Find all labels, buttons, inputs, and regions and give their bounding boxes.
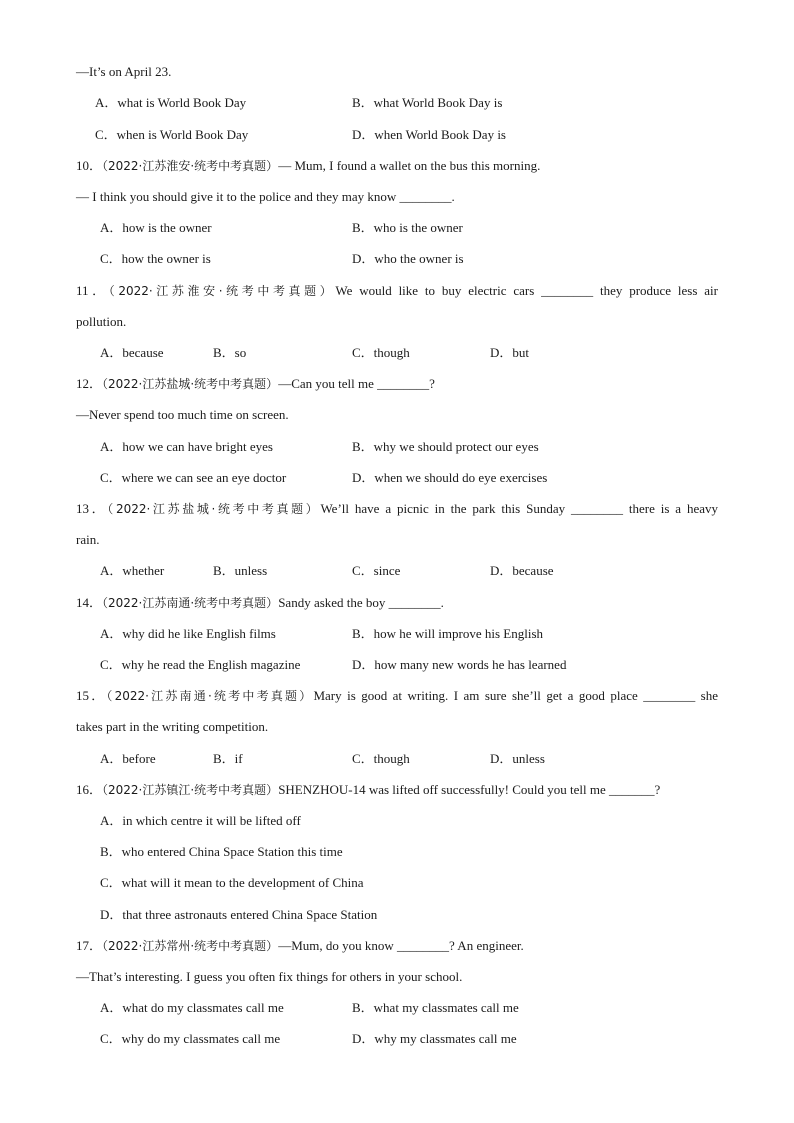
- question-13-continuation: rain.: [76, 532, 100, 547]
- option-c: C．where we can see an eye doctor: [100, 470, 287, 485]
- option-a: A．before: [100, 751, 156, 766]
- question-source: （2022·江苏常州·统考中考真题）: [102, 939, 279, 953]
- option-d: D．when World Book Day is: [352, 127, 506, 142]
- option-a: A．because: [100, 345, 164, 360]
- option-b: B．why we should protect our eyes: [352, 439, 539, 454]
- answer-line: —It’s on April 23.: [76, 64, 172, 79]
- option-b: B．unless: [213, 563, 268, 578]
- option-c: C．though: [352, 345, 410, 360]
- option-d: D．that three astronauts entered China Space Station: [100, 907, 378, 922]
- question-13-stem: 13．（2022·江苏盐城·统考中考真题）We’ll have a picnic in the park this Sunday ________ there is a heavy: [76, 501, 719, 516]
- option-d: D．unless: [490, 751, 545, 766]
- option-c: C．since: [352, 563, 401, 578]
- option-a: A．what is World Book Day: [95, 95, 247, 110]
- option-a: A．how is the owner: [100, 220, 212, 235]
- option-b: B．who entered China Space Station this time: [100, 844, 343, 859]
- question-15-continuation: takes part in the writing competition.: [76, 719, 269, 734]
- option-a: A．whether: [100, 563, 165, 578]
- option-b: B．if: [213, 751, 243, 766]
- question-source: （2022·江苏南通·统考中考真题）: [102, 596, 279, 610]
- question-source: （2022·江苏盐城·统考中考真题）: [102, 377, 279, 391]
- question-11-continuation: pollution.: [76, 314, 127, 329]
- question-source: （2022·江苏盐城·统考中考真题）: [107, 502, 321, 516]
- option-c: C．why do my classmates call me: [100, 1031, 281, 1046]
- option-a: A．what do my classmates call me: [100, 1000, 284, 1015]
- option-c: C．though: [352, 751, 410, 766]
- option-b: B．so: [213, 345, 247, 360]
- option-b: B．what my classmates call me: [352, 1000, 519, 1015]
- question-12-reply: —Never spend too much time on screen.: [76, 407, 289, 422]
- question-source: （2022·江苏镇江·统考中考真题）: [102, 783, 279, 797]
- question-source: （2022·江苏淮安·统考中考真题）: [108, 284, 336, 298]
- option-c: C．why he read the English magazine: [100, 657, 301, 672]
- question-17-reply: —That’s interesting. I guess you often fix things for others in your school.: [76, 969, 463, 984]
- option-b: B．who is the owner: [352, 220, 463, 235]
- option-b: B．what World Book Day is: [352, 95, 503, 110]
- option-a: A．how we can have bright eyes: [100, 439, 273, 454]
- option-d: D．but: [490, 345, 530, 360]
- option-d: D．how many new words he has learned: [352, 657, 567, 672]
- option-d: D．why my classmates call me: [352, 1031, 517, 1046]
- question-12-stem: 12．（2022·江苏盐城·统考中考真题）—Can you tell me ________?: [76, 376, 435, 391]
- option-d: D．who the owner is: [352, 251, 464, 266]
- option-a: A．in which centre it will be lifted off: [100, 813, 301, 828]
- question-15-stem: 15．（2022·江苏南通·统考中考真题）Mary is good at writing. I am sure she’ll get a good place ________ she: [76, 688, 719, 703]
- question-16-stem: 16．（2022·江苏镇江·统考中考真题）SHENZHOU-14 was lifted off successfully! Could you tell me _______?: [76, 782, 661, 797]
- option-b: B．how he will improve his English: [352, 626, 544, 641]
- option-d: D．when we should do eye exercises: [352, 470, 548, 485]
- option-d: D．because: [490, 563, 554, 578]
- option-a: A．why did he like English films: [100, 626, 276, 641]
- question-10-stem: 10．（2022·江苏淮安·统考中考真题）— Mum, I found a wallet on the bus this morning.: [76, 158, 541, 173]
- question-11-stem: 11．（2022·江苏淮安·统考中考真题）We would like to buy electric cars ________ they produce less air: [76, 283, 718, 298]
- option-c: C．how the owner is: [100, 251, 211, 266]
- question-source: （2022·江苏南通·统考中考真题）: [106, 689, 314, 703]
- question-10-reply: — I think you should give it to the police and they may know ________.: [76, 189, 455, 204]
- option-c: C．what will it mean to the development of China: [100, 875, 364, 890]
- question-source: （2022·江苏淮安·统考中考真题）: [102, 159, 279, 173]
- question-17-stem: 17．（2022·江苏常州·统考中考真题）—Mum, do you know ________? An engineer.: [76, 938, 524, 953]
- question-14-stem: 14．（2022·江苏南通·统考中考真题）Sandy asked the boy ________.: [76, 595, 444, 610]
- option-c: C．when is World Book Day: [95, 127, 249, 142]
